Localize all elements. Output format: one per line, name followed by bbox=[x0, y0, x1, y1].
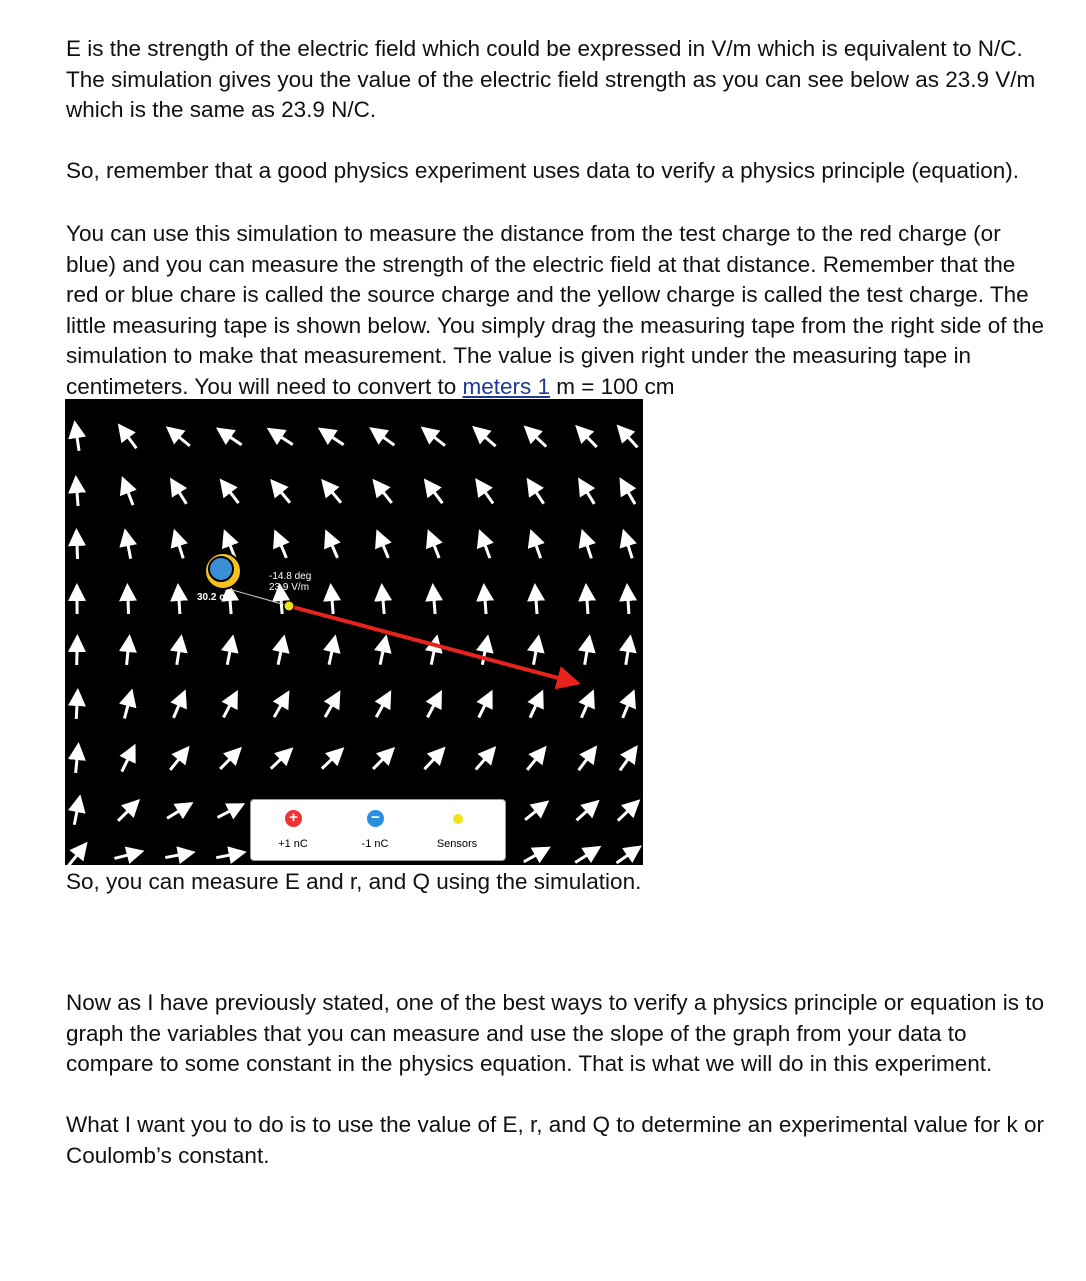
field-arrow bbox=[423, 428, 445, 445]
field-arrow bbox=[174, 692, 185, 718]
measurement-paragraph bbox=[66, 219, 1051, 402]
field-arrow bbox=[621, 480, 635, 504]
field-arrow bbox=[477, 481, 493, 504]
field-arrow bbox=[218, 429, 241, 445]
summary-paragraph: So, you can measure E and r, and Q using the simulation. bbox=[66, 869, 642, 894]
field-arrow bbox=[224, 693, 237, 718]
field-arrow bbox=[77, 637, 78, 665]
field-arrow bbox=[76, 478, 78, 506]
field-arrow bbox=[372, 429, 395, 445]
field-arrow bbox=[272, 481, 290, 503]
field-arrow bbox=[580, 480, 595, 504]
field-arrow bbox=[177, 637, 181, 665]
field-arrow bbox=[327, 532, 338, 558]
field-arrow bbox=[424, 749, 443, 769]
field-arrow bbox=[373, 749, 393, 769]
field-arrow bbox=[374, 481, 392, 503]
field-arrow bbox=[623, 692, 634, 718]
field-arrow bbox=[168, 428, 190, 446]
field-arrow bbox=[127, 637, 130, 665]
field-arrow bbox=[575, 848, 599, 863]
field-arrow bbox=[577, 427, 597, 447]
minus-icon: − bbox=[367, 810, 384, 827]
negative-charge-label: -1 nC bbox=[361, 838, 389, 850]
field-arrow bbox=[535, 586, 537, 614]
field-arrow bbox=[118, 801, 138, 821]
field-arrow bbox=[278, 637, 284, 664]
positive-charge-label: +1 nC bbox=[278, 838, 308, 850]
sensor-angle: -14.8 deg bbox=[269, 571, 312, 582]
field-arrow bbox=[216, 852, 243, 857]
field-arrow bbox=[329, 637, 335, 664]
field-arrow bbox=[76, 531, 77, 559]
field-arrow bbox=[127, 586, 128, 614]
field-arrow bbox=[175, 532, 183, 559]
field-arrow bbox=[274, 693, 288, 717]
charges-toolbox bbox=[250, 799, 506, 861]
field-arrow bbox=[172, 480, 187, 504]
test-charge-sensor bbox=[284, 601, 294, 611]
field-arrow bbox=[619, 427, 638, 448]
field-arrow bbox=[429, 532, 439, 558]
field-arrow bbox=[220, 749, 240, 769]
field-arrow bbox=[123, 479, 133, 505]
field-arrow bbox=[531, 532, 540, 558]
field-arrow bbox=[271, 749, 291, 768]
field-arrow bbox=[530, 692, 542, 717]
field-arrow bbox=[122, 746, 134, 771]
intro-paragraph: E is the strength of the electric field which could be expressed in V/m which is equivalent to N/C. The simulation gives you the value of the electric field strength as you can see below as 23.9 V/m which is the same as 23.9 N/C. bbox=[66, 36, 1036, 122]
field-arrow bbox=[626, 637, 630, 665]
field-arrow bbox=[480, 532, 490, 558]
field-arrow bbox=[585, 637, 590, 665]
simulation-screenshot bbox=[65, 399, 643, 865]
field-arrow bbox=[218, 805, 243, 818]
field-arrow bbox=[431, 637, 437, 664]
field-arrow bbox=[479, 692, 491, 717]
field-arrow bbox=[624, 532, 632, 559]
field-arrow bbox=[74, 797, 79, 824]
tape-measure-center bbox=[209, 557, 233, 581]
field-arrow bbox=[378, 532, 389, 558]
field-arrow bbox=[75, 423, 79, 451]
sensor-field-strength: 23.9 V/m bbox=[269, 582, 310, 593]
field-arrow bbox=[620, 748, 636, 771]
field-arrows bbox=[65, 399, 643, 865]
field-arrow bbox=[534, 637, 539, 665]
field-arrow bbox=[227, 637, 232, 664]
sensors-label: Sensors bbox=[436, 838, 478, 850]
field-arrow bbox=[577, 802, 598, 821]
field-arrow bbox=[616, 847, 639, 863]
field-arrow bbox=[170, 748, 188, 770]
measurement-text: You can use this simulation to measure the distance from the test charge to the red charge (or blue) and you can measure the strength of the electric field at that distance. Remember that the red or blue chare is called the source charge and the yellow charge is called the test charge. The little measuring tape is shown below. You simply drag the measuring tape from the right side of the simulation to make that measurement. The value is given right under the measuring tape in centimeters. You will need to convert to bbox=[66, 221, 1045, 399]
plus-icon: + bbox=[285, 810, 302, 827]
field-arrow bbox=[524, 848, 548, 862]
field-arrow bbox=[167, 804, 191, 819]
field-arrow bbox=[527, 748, 545, 770]
field-arrow bbox=[484, 586, 486, 614]
field-arrow bbox=[323, 481, 341, 503]
field-arrow bbox=[320, 429, 343, 445]
field-arrow bbox=[526, 427, 546, 446]
field-arrow bbox=[476, 748, 494, 769]
task-paragraph: What I want you to do is to use the value of E, r, and Q to determine an experimental value for k or Coulomb’s constant. bbox=[66, 1112, 1045, 1168]
sensor-icon bbox=[453, 814, 463, 824]
field-arrow bbox=[125, 531, 130, 558]
field-arrow bbox=[426, 481, 443, 503]
field-arrow bbox=[586, 586, 588, 614]
field-arrow bbox=[581, 692, 592, 718]
field-arrow bbox=[382, 586, 384, 614]
field-arrow bbox=[276, 532, 287, 558]
graphing-paragraph: Now as I have previously stated, one of the best ways to verify a physics principle or equation is to graph the variables that you can measure and use the slope of the graph from your data to compare to some constant in the physics equation. That is what we will do in this experiment. bbox=[66, 990, 1045, 1076]
field-arrow bbox=[380, 637, 386, 664]
principle-paragraph: So, remember that a good physics experiment uses data to verify a physics principle (equation). bbox=[66, 158, 1019, 183]
field-arrow bbox=[583, 532, 592, 559]
field-arrow bbox=[76, 745, 79, 773]
field-arrow bbox=[525, 802, 547, 820]
field-arrow bbox=[376, 693, 390, 717]
conversion-text: m = 100 cm bbox=[550, 373, 675, 399]
field-arrow bbox=[165, 852, 193, 857]
field-arrow bbox=[325, 693, 339, 717]
field-arrow bbox=[76, 691, 77, 719]
field-arrow bbox=[68, 844, 85, 865]
field-arrow bbox=[178, 586, 180, 614]
field-arrow bbox=[528, 480, 543, 503]
field-arrow bbox=[474, 428, 495, 446]
field-arrow bbox=[627, 586, 629, 614]
sensor-readout bbox=[269, 571, 311, 593]
field-arrow bbox=[579, 748, 596, 770]
meters-link[interactable]: meters 1 bbox=[462, 373, 551, 399]
field-arrow bbox=[322, 749, 342, 768]
field-arrow bbox=[120, 426, 137, 448]
field-arrow bbox=[114, 852, 141, 859]
field-arrow bbox=[331, 586, 333, 614]
field-arrow bbox=[221, 481, 238, 503]
field-arrow bbox=[433, 586, 435, 614]
tape-measure-reading: 30.2 cm bbox=[197, 592, 234, 603]
field-arrow bbox=[124, 691, 131, 718]
field-arrow bbox=[618, 801, 638, 820]
field-arrow bbox=[269, 429, 293, 444]
field-arrow bbox=[427, 693, 440, 718]
